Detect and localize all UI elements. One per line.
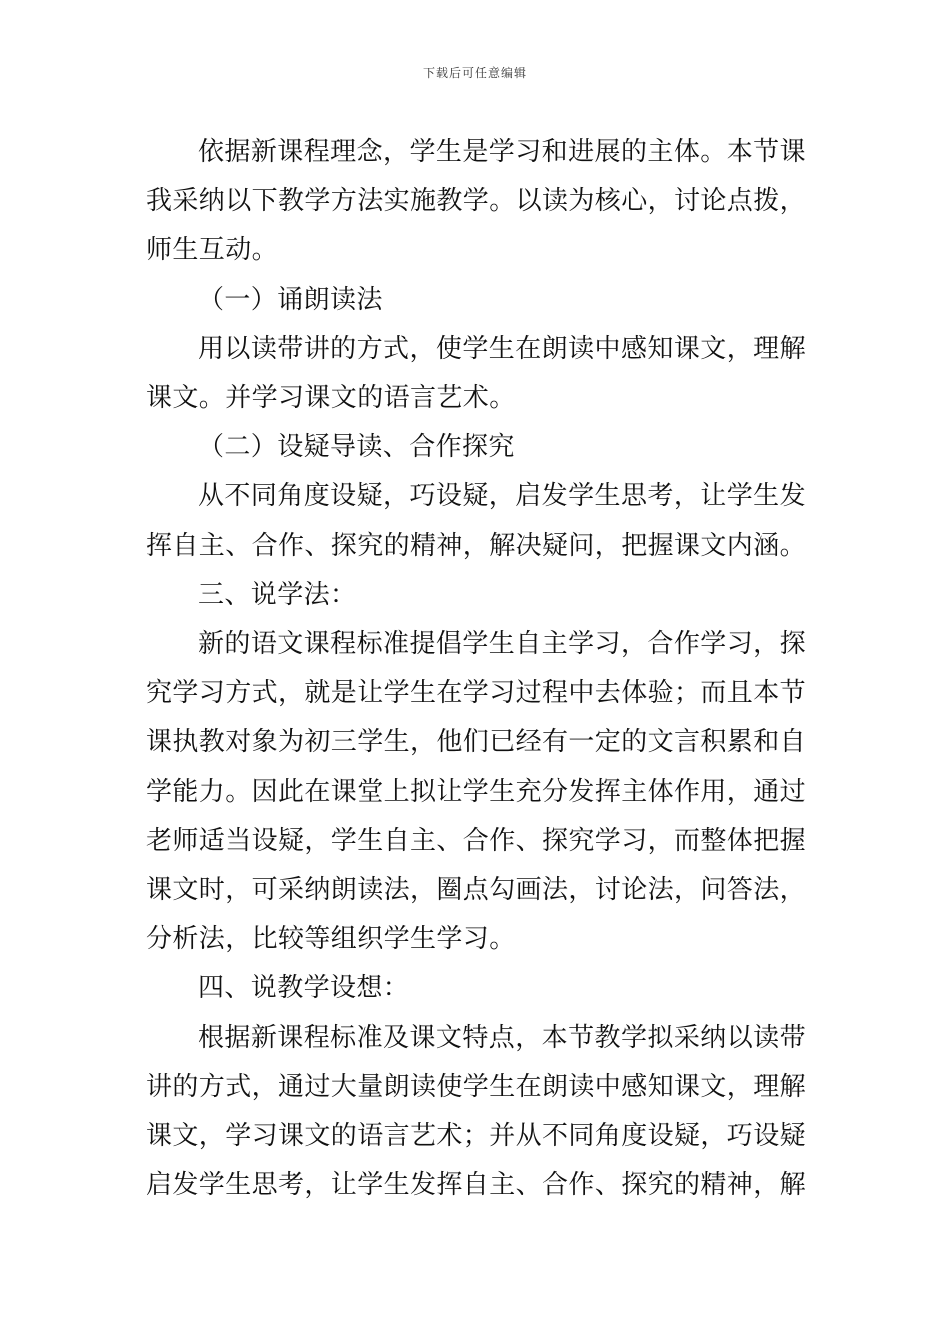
heading-learning-methods: 三、说学法： (198, 579, 357, 610)
paragraph-teaching-methods-intro: 依据新课程理念，学生是学习和进展的主体。本节课我采纳以下教学方法实施教学。以读为核心，讨论点拨，师生互动。 (146, 137, 807, 266)
paragraph-inquiry-method: 从不同角度设疑，巧设疑，启发学生思考，让学生发挥自主、合作、探究的精神，解决疑问，把握课文内涵。 (146, 481, 807, 561)
paragraph-teaching-design: 根据新课程标准及课文特点，本节教学拟采纳以读带讲的方式，通过大量朗读使学生在朗读中感知课文，理解课文，学习课文的语言艺术；并从不同角度设疑，巧设疑启发学生思考，让学生发挥自主、合作、探究的精神，解 (146, 1022, 807, 1201)
page-header-note: 下载后可任意编辑 (422, 66, 527, 80)
subheading-inquiry-method: （二）设疑导读、合作探究 (198, 432, 515, 463)
heading-teaching-design: 四、说教学设想： (198, 973, 410, 1004)
paragraph-learning-methods: 新的语文课程标准提倡学生自主学习，合作学习，探究学习方式，就是让学生在学习过程中去体验；而且本节课执教对象为初三学生，他们已经有一定的文言积累和自学能力。因此在课堂上拟让学生充分发挥主体作用，通过老师适当设疑，学生自主、合作、探究学习，而整体把握课文时，可采纳朗读法，圈点勾画法，讨论法，问答法，分析法，比较等组织学生学习。 (146, 629, 807, 955)
paragraph-reading-method: 用以读带讲的方式，使学生在朗读中感知课文，理解课文。并学习课文的语言艺术。 (146, 333, 806, 414)
subheading-reading-method: （一）诵朗读法 (198, 284, 383, 315)
document-body (146, 128, 806, 1210)
